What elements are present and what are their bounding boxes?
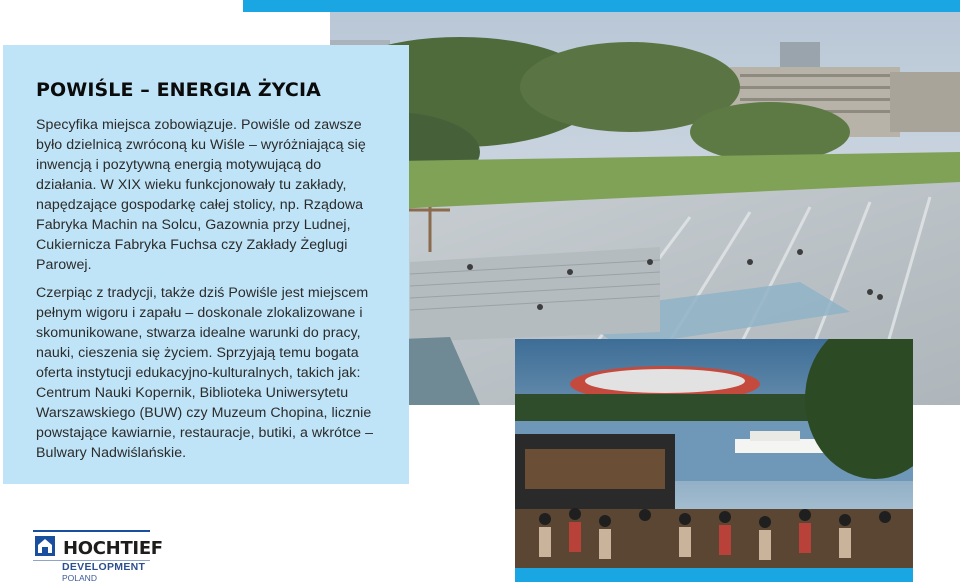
bottom-accent-bar (515, 568, 913, 582)
riverside-event-photo (515, 339, 913, 568)
text-panel (3, 45, 409, 484)
top-accent-bar (243, 0, 960, 12)
body-paragraph: Czerpiąc z tradycji, także dziś Powiśle jest miejscem pełnym wigoru i zapału – doskonale zlokalizowane i skomunikowane, stwarza idealne warunki do pracy, nauki, cieszenia się życiem. Sprzyjają temu bogata oferta instytucji edukacyjno-kulturalnych, takich jak: Centrum Nauki Kopernik, Biblioteka Uniwersytetu Warszawskiego (BUW) czy Muzeum Chopina, licznie powstające kawiarnie, restauracje, butiki, a wkrótce – Bulwary Nadwiślańskie. (36, 285, 374, 461)
company-logo (33, 530, 163, 583)
logo-name: HOCHTIEF (63, 538, 163, 559)
logo-subtitle: DEVELOPMENT (62, 561, 146, 573)
logo-country: POLAND (62, 573, 97, 583)
hochtief-house-icon (35, 536, 55, 556)
logo-divider (33, 530, 150, 532)
page-title: POWIŚLE – ENERGIA ŻYCIA (36, 79, 321, 101)
intro-paragraph: Specyfika miejsca zobowiązuje. Powiśle od zawsze było dzielnicą zwróconą ku Wiśle – wyróżniającą się inwencją i pozytywną energią motywującą do działania. W XIX wieku funkcjonowały tu zakłady, napędzające gospodarkę całej stolicy, np. Rządowa Fabryka Machin na Solcu, Gazownia przy Ludnej, Cukiernicza Fabryka Fuchsa czy Zakłady Żeglugi Parowej. (36, 117, 366, 273)
